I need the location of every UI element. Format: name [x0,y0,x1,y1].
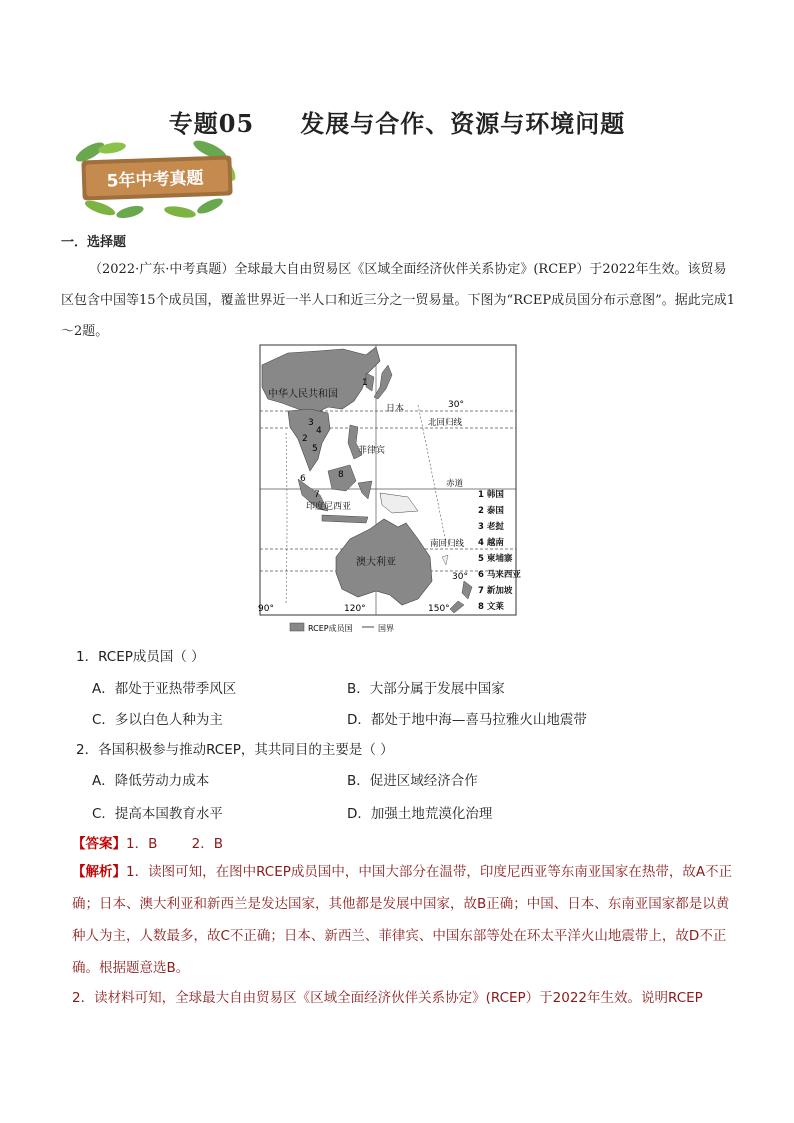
question-1-stem: 1．RCEP成员国（ ） [76,649,205,665]
analysis-tag: 【解析】 [72,864,126,880]
key-item: 2 泰国 [478,506,504,516]
q1-option-a: A．都处于亚热带季风区 [92,681,237,697]
rcep-map [258,343,538,643]
label-australia: 澳大利亚 [356,557,396,568]
q2-option-b: B．促进区域经济合作 [347,773,478,789]
q1-option-b: B．大部分属于发展中国家 [347,681,505,697]
label-japan: 日本 [386,404,405,414]
map-number: 4 [316,426,322,436]
key-item: 5 柬埔寨 [478,554,513,564]
legend-border: 国界 [378,624,394,633]
legend-member: RCEP成员国 [308,624,353,633]
answer-tag: 【答案】 [72,836,126,852]
map-number: 8 [338,470,344,480]
key-item: 8 文莱 [478,602,504,612]
analysis-paragraph-1 [72,856,736,984]
topic-number: 专题05 [168,109,255,138]
key-item: 7 新加坡 [478,586,513,596]
label-tropic-capricorn: 南回归线 [430,539,465,549]
q2-option-d: D．加强土地荒漠化治理 [347,806,493,822]
map-number: 6 [300,474,306,484]
map-number: 5 [312,444,318,454]
analysis-paragraph-2: 2．读材料可知，全球最大自由贸易区《区域全面经济伙伴关系协定》(RCEP）于2022年生效。说明RCEP [72,990,703,1006]
q1-option-c: C．多以白色人种为主 [92,712,223,728]
label-lon-120: 120° [344,604,366,614]
map-number: 3 [308,418,314,428]
key-item: 4 越南 [478,538,504,548]
section-heading: 一．选择题 [61,235,127,250]
topic-title: 发展与合作、资源与环境问题 [300,109,626,138]
banner-text: 5年中考真题 [106,168,204,192]
map-number: 2 [302,434,308,444]
exam-banner-image [70,140,240,220]
key-item: 3 老挝 [478,522,504,532]
q2-option-c: C．提高本国教育水平 [92,806,223,822]
analysis-text-1: 1．读图可知，在图中RCEP成员国中，中国大部分在温带，印度尼西亚等东南亚国家在热带，故A不正确；日本、澳大利亚和新西兰是发达国家，其他都是发展中国家，故B正确；中国、日本、东南亚国家都是以黄种人为主，人数最多，故C不正确；日本、新西兰、菲律宾、中国东部等处在环太平洋火山地震带上，故D不正确。根据题意选B。 [72,864,733,976]
answer-line [72,832,223,852]
label-30s: 30° [452,572,468,582]
intro-paragraph: （2022·广东·中考真题）全球最大自由贸易区《区域全面经济伙伴关系协定》(RCEP）于2022年生效。该贸易区包含中国等15个成员国，覆盖世界近一半人口和近三分之一贸易量。下图为“RCEP成员国分布示意图”。据此完成1～2题。 [61,262,736,339]
label-tropic-cancer: 北回归线 [428,418,463,428]
question-2-stem: 2．各国积极参与推动RCEP，其共同目的主要是（ ） [76,742,394,758]
label-lon-150: 150° [428,604,450,614]
label-philippines: 菲律宾 [358,446,386,456]
label-china: 中华人民共和国 [268,389,338,400]
label-30n: 30° [448,400,464,410]
q2-option-a: A．降低劳动力成本 [92,773,210,789]
key-item: 6 马来西亚 [478,570,521,580]
legend-swatch [290,623,304,631]
label-lon-90: 90° [258,604,274,614]
q1-option-d: D．都处于地中海—喜马拉雅火山地震带 [347,712,587,728]
map-number: 7 [314,490,320,500]
label-equator: 赤道 [446,479,464,489]
label-indonesia: 印度尼西亚 [306,502,352,512]
map-number: 1 [362,378,368,388]
key-item: 1 韩国 [478,490,504,500]
answer-text: 1．B 2．B [126,836,224,852]
page-title [0,104,794,139]
